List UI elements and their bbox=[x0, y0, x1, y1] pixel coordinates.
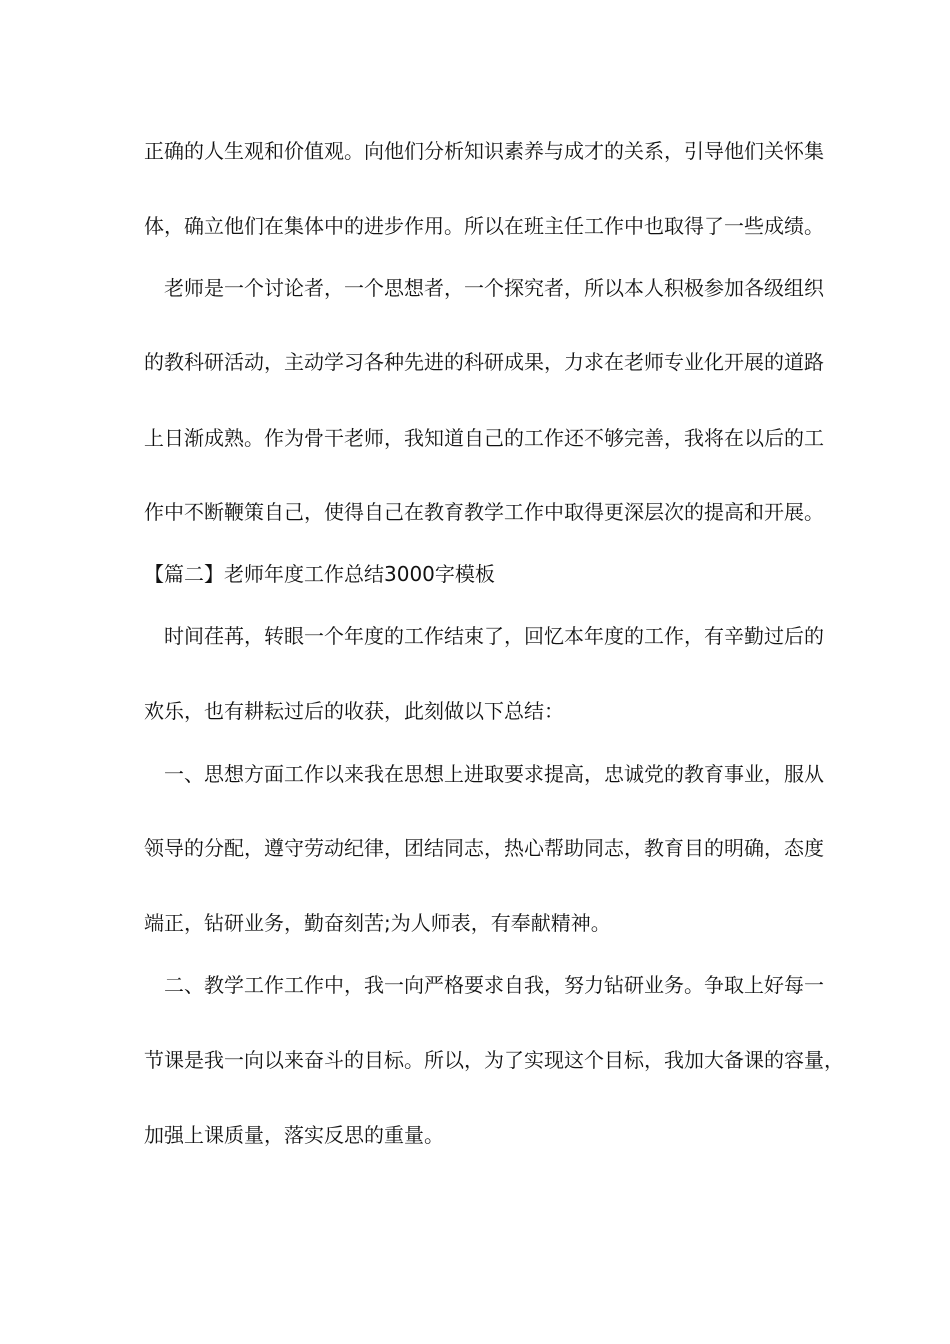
text-line: 时间荏苒，转眼一个年度的工作结束了，回忆本年度的工作，有辛勤过后的 bbox=[144, 624, 824, 648]
text-line: 的教科研活动，主动学习各种先进的科研成果，力求在老师专业化开展的道路 bbox=[144, 350, 824, 374]
text-line: 加强上课质量，落实反思的重量。 bbox=[144, 1123, 444, 1147]
text-line: 欢乐，也有耕耘过后的收获，此刻做以下总结： bbox=[144, 699, 564, 723]
text-line: 一、思想方面工作以来我在思想上进取要求提高，忠诚党的教育事业，服从 bbox=[144, 762, 824, 786]
text-line: 老师是一个讨论者，一个思想者，一个探究者，所以本人积极参加各级组织 bbox=[144, 276, 824, 300]
text-line: 二、教学工作工作中，我一向严格要求自我，努力钻研业务。争取上好每一 bbox=[144, 973, 824, 997]
text-line: 体，确立他们在集体中的进步作用。所以在班主任工作中也取得了一些成绩。 bbox=[144, 214, 824, 238]
text-line: 端正，钻研业务，勤奋刻苦;为人师表，有奉献精神。 bbox=[144, 911, 611, 935]
text-line: 领导的分配，遵守劳动纪律，团结同志，热心帮助同志，教育目的明确，态度 bbox=[144, 836, 824, 860]
text-line: 节课是我一向以来奋斗的目标。所以，为了实现这个目标，我加大备课的容量， bbox=[144, 1048, 844, 1072]
text-line: 上日渐成熟。作为骨干老师，我知道自己的工作还不够完善，我将在以后的工 bbox=[144, 426, 824, 450]
text-line: 作中不断鞭策自己，使得自己在教育教学工作中取得更深层次的提高和开展。 bbox=[144, 500, 824, 524]
text-line: 正确的人生观和价值观。向他们分析知识素养与成才的关系，引导他们关怀集 bbox=[144, 139, 824, 163]
section-heading: 【篇二】老师年度工作总结3000字模板 bbox=[144, 562, 495, 586]
